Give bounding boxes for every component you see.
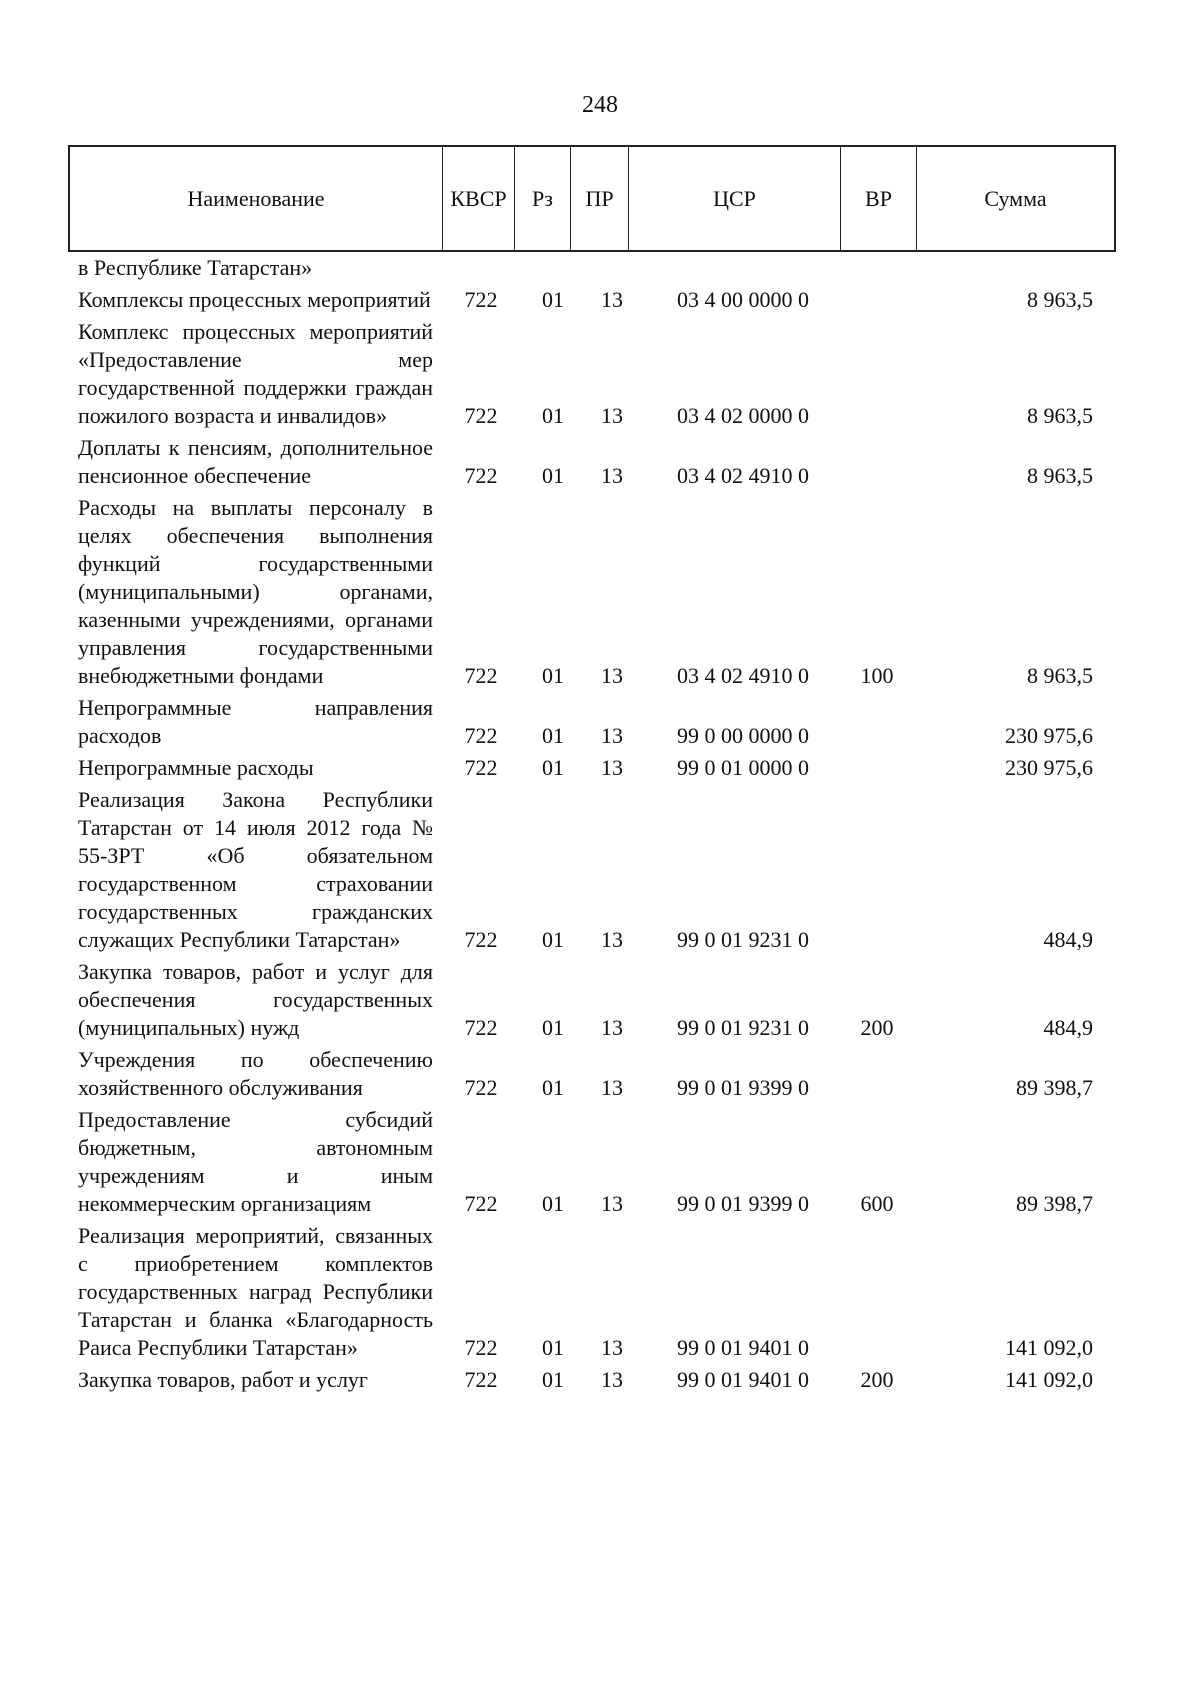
row-sum: 8 963,5 bbox=[1027, 663, 1093, 688]
row-rz: 01 bbox=[542, 1015, 564, 1040]
row-pr: 13 bbox=[601, 755, 623, 780]
row-sum: 89 398,7 bbox=[1016, 1191, 1093, 1216]
row-vr: 600 bbox=[860, 1191, 894, 1216]
row-pr: 13 bbox=[601, 1335, 623, 1360]
row-kvsr: 722 bbox=[464, 755, 498, 780]
row-csr: 99 0 01 0000 0 bbox=[677, 755, 809, 780]
row-sum: 230 975,6 bbox=[1005, 723, 1093, 748]
table-body bbox=[0, 254, 1200, 1398]
header-kvsr: КВСР bbox=[443, 147, 515, 250]
row-rz: 01 bbox=[542, 663, 564, 688]
row-name: Комплекс процессных мероприятий «Предоставление мер государственной поддержки граждан пожилого возраста и инвалидов» bbox=[78, 319, 433, 428]
header-vr: ВР bbox=[841, 147, 917, 250]
table-row bbox=[0, 494, 1200, 690]
header-sum: Сумма bbox=[984, 185, 1047, 211]
row-sum: 141 092,0 bbox=[1005, 1335, 1093, 1360]
row-kvsr: 722 bbox=[464, 723, 498, 748]
table-row bbox=[0, 434, 1200, 490]
row-csr: 99 0 01 9231 0 bbox=[677, 1015, 809, 1040]
row-sum: 8 963,5 bbox=[1027, 463, 1093, 488]
row-sum: 8 963,5 bbox=[1027, 287, 1093, 312]
table-row bbox=[0, 318, 1200, 430]
row-pr: 13 bbox=[601, 1015, 623, 1040]
row-kvsr: 722 bbox=[464, 1335, 498, 1360]
row-kvsr: 722 bbox=[464, 463, 498, 488]
row-csr: 99 0 00 0000 0 bbox=[677, 723, 809, 748]
row-csr: 03 4 00 0000 0 bbox=[677, 287, 809, 312]
table-row bbox=[0, 694, 1200, 750]
row-rz: 01 bbox=[542, 1075, 564, 1100]
table-row bbox=[0, 1106, 1200, 1218]
row-kvsr: 722 bbox=[464, 1015, 498, 1040]
row-sum: 230 975,6 bbox=[1005, 755, 1093, 780]
row-sum: 484,9 bbox=[1043, 927, 1093, 952]
row-name: Непрограммные расходы bbox=[78, 755, 314, 780]
header-pr: ПР bbox=[571, 147, 629, 250]
table-header bbox=[68, 145, 1116, 252]
row-name: Доплаты к пенсиям, дополнительное пенсионное обеспечение bbox=[78, 435, 433, 488]
header-name: Наименование bbox=[70, 147, 443, 250]
table-row bbox=[0, 786, 1200, 954]
row-rz: 01 bbox=[542, 1367, 564, 1392]
table-row bbox=[0, 1366, 1200, 1394]
table-row bbox=[0, 254, 1200, 282]
row-pr: 13 bbox=[601, 403, 623, 428]
row-vr: 200 bbox=[860, 1015, 894, 1040]
row-sum: 141 092,0 bbox=[1005, 1367, 1093, 1392]
row-csr: 99 0 01 9399 0 bbox=[677, 1191, 809, 1216]
header-csr: ЦСР bbox=[629, 147, 841, 250]
row-rz: 01 bbox=[542, 755, 564, 780]
row-rz: 01 bbox=[542, 1191, 564, 1216]
row-vr: 200 bbox=[860, 1367, 894, 1392]
row-name: Расходы на выплаты персоналу в целях обеспечения выполнения функций государственными (муниципальными) органами, казенными учреждениями, органами управления государственными внебюджетными фондами bbox=[78, 495, 433, 688]
row-pr: 13 bbox=[601, 1367, 623, 1392]
row-kvsr: 722 bbox=[464, 403, 498, 428]
row-csr: 99 0 01 9399 0 bbox=[677, 1075, 809, 1100]
row-kvsr: 722 bbox=[464, 663, 498, 688]
row-name: Непрограммные направления расходов bbox=[78, 695, 433, 748]
row-rz: 01 bbox=[542, 723, 564, 748]
row-name: Закупка товаров, работ и услуг для обеспечения государственных (муниципальных) нужд bbox=[78, 959, 433, 1040]
row-kvsr: 722 bbox=[464, 1075, 498, 1100]
row-pr: 13 bbox=[601, 1191, 623, 1216]
row-rz: 01 bbox=[542, 1335, 564, 1360]
row-kvsr: 722 bbox=[464, 1367, 498, 1392]
row-pr: 13 bbox=[601, 663, 623, 688]
row-name: Предоставление субсидий бюджетным, автономным учреждениям и иным некоммерческим организациям bbox=[78, 1107, 433, 1216]
page-number: 248 bbox=[582, 92, 618, 118]
row-rz: 01 bbox=[542, 287, 564, 312]
row-csr: 03 4 02 4910 0 bbox=[677, 663, 809, 688]
row-name: Реализация мероприятий, связанных с приобретением комплектов государственных наград Республики Татарстан и бланка «Благодарность Раиса Республики Татарстан» bbox=[78, 1223, 433, 1360]
row-vr: 100 bbox=[860, 663, 894, 688]
row-csr: 99 0 01 9401 0 bbox=[677, 1367, 809, 1392]
row-rz: 01 bbox=[542, 927, 564, 952]
row-kvsr: 722 bbox=[464, 927, 498, 952]
row-name: Учреждения по обеспечению хозяйственного обслуживания bbox=[78, 1047, 433, 1100]
row-csr: 99 0 01 9231 0 bbox=[677, 927, 809, 952]
row-rz: 01 bbox=[542, 403, 564, 428]
row-csr: 03 4 02 0000 0 bbox=[677, 403, 809, 428]
table-row bbox=[0, 958, 1200, 1042]
row-sum: 484,9 bbox=[1043, 1015, 1093, 1040]
table-row bbox=[0, 286, 1200, 314]
row-kvsr: 722 bbox=[464, 287, 498, 312]
table-row bbox=[0, 754, 1200, 782]
row-rz: 01 bbox=[542, 463, 564, 488]
row-name: Закупка товаров, работ и услуг bbox=[78, 1367, 368, 1392]
row-csr: 99 0 01 9401 0 bbox=[677, 1335, 809, 1360]
row-pr: 13 bbox=[601, 287, 623, 312]
row-kvsr: 722 bbox=[464, 1191, 498, 1216]
table-row bbox=[0, 1046, 1200, 1102]
row-sum: 89 398,7 bbox=[1016, 1075, 1093, 1100]
table-row bbox=[0, 1222, 1200, 1362]
row-csr: 03 4 02 4910 0 bbox=[677, 463, 809, 488]
row-name: Комплексы процессных мероприятий bbox=[78, 287, 431, 312]
row-pr: 13 bbox=[601, 1075, 623, 1100]
row-name: Реализация Закона Республики Татарстан от 14 июля 2012 года № 55-ЗРТ «Об обязательном государственном страховании государственных гражданских служащих Республики Татарстан» bbox=[78, 787, 433, 952]
row-name: в Республике Татарстан» bbox=[78, 255, 313, 280]
row-sum: 8 963,5 bbox=[1027, 403, 1093, 428]
header-rz: Рз bbox=[515, 147, 571, 250]
row-pr: 13 bbox=[601, 463, 623, 488]
row-pr: 13 bbox=[601, 927, 623, 952]
row-pr: 13 bbox=[601, 723, 623, 748]
